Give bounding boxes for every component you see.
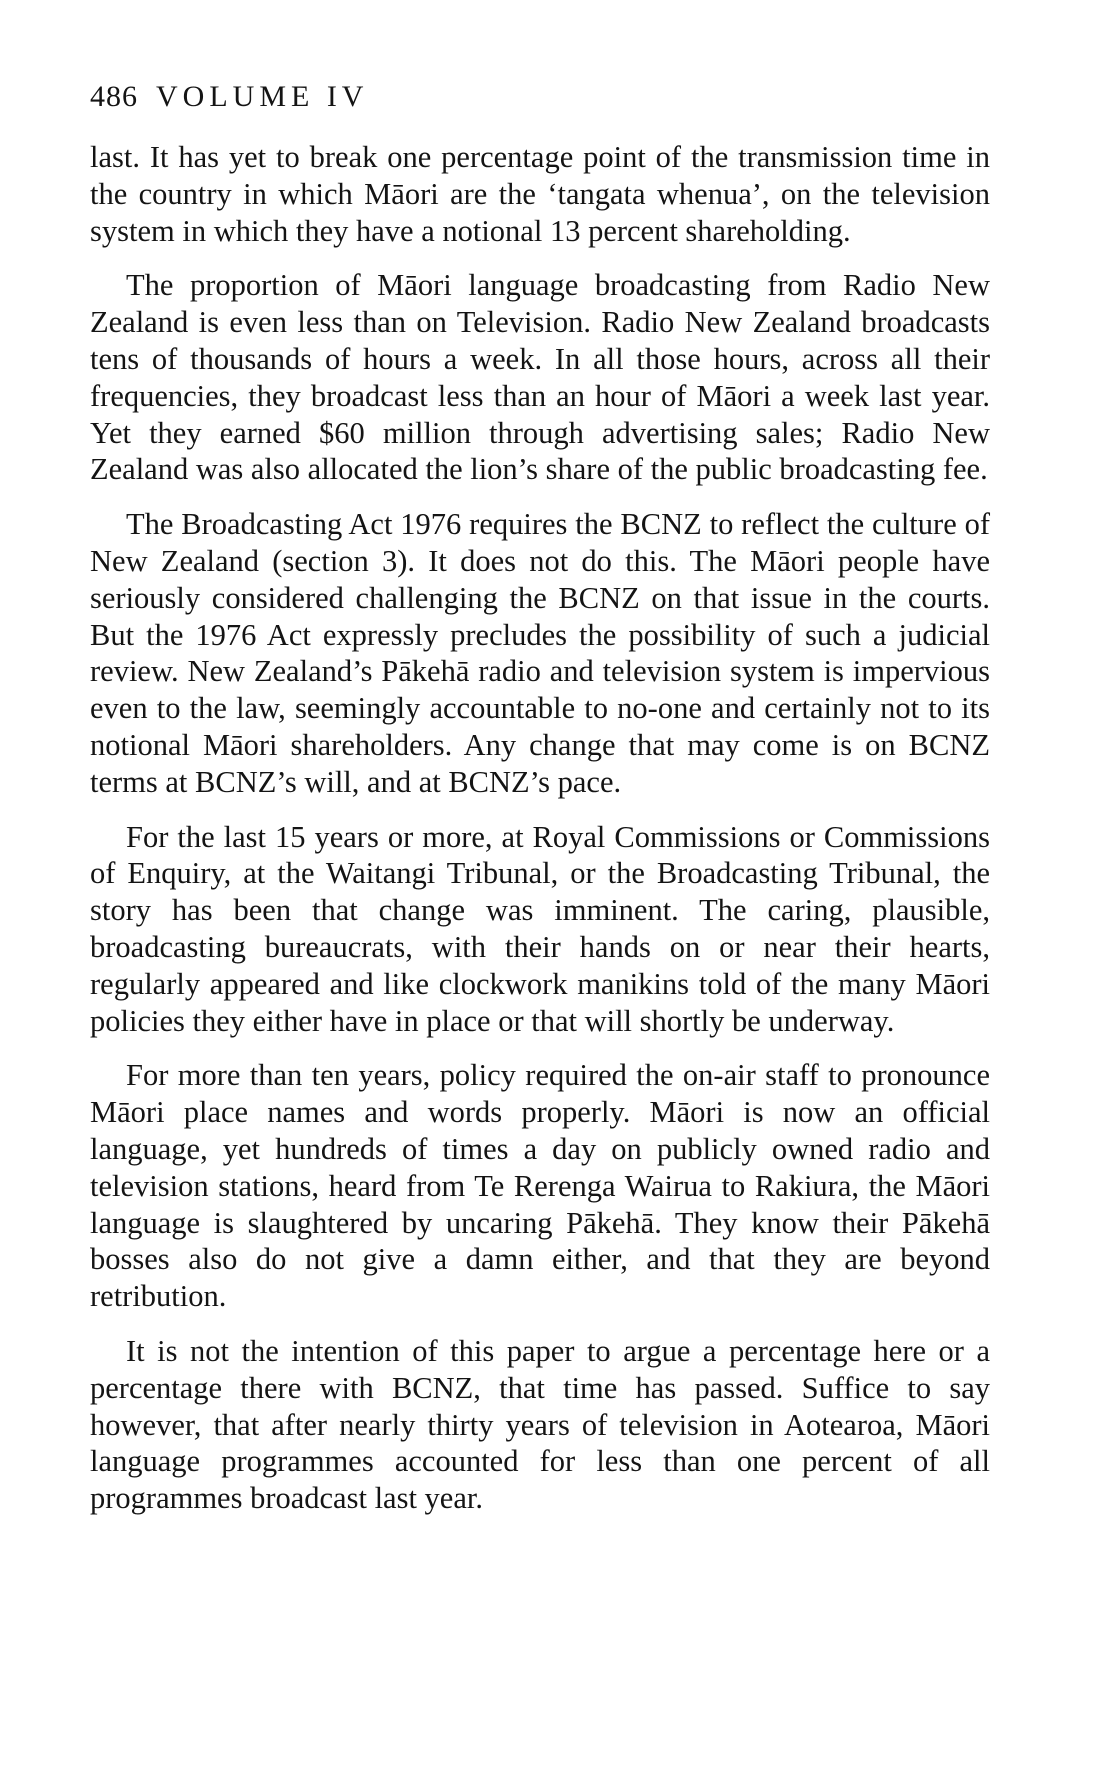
paragraph-conclusion: It is not the intention of this paper to argue a percentage here or a percentage there with BCNZ, that time has passed. Suffice to say however, that after nearly thirty years of television in Aotearoa, Māori language programmes accounted for less than one percent of all programmes broadcast last year. [90,1333,990,1516]
paragraph-radio-new-zealand: The proportion of Māori language broadcasting from Radio New Zealand is even less than on Television. Radio New Zealand broadcasts tens of thousands of hours a week. In all those hours, across all their frequencies, they broadcast less than an hour of Māori a week last year. Yet they earned $60 million through advertising sales; Radio New Zealand was also allocated the lion’s share of the public broadcasting fee. [90,268,990,487]
paragraph-royal-commissions: For the last 15 years or more, at Royal Commissions or Commissions of Enquiry, at the Waitangi Tribunal, or the Broadcasting Tribunal, the story has been that change was imminent. The caring, plausible, broadcasting bureaucrats, with their hands on or near their hearts, regularly appeared and like clockwork manikins told of the many Māori policies they either have in place or that will shortly be underway. [90,819,990,1038]
body-text [90,139,990,1535]
paragraph-pronunciation-policy: For more than ten years, policy required the on-air staff to pronounce Māori place names and words properly. Māori is now an official language, yet hundreds of times a day on publicly owned radio and television stations, heard from Te Rerenga Wairua to Rakiura, the Māori language is slaughtered by uncaring Pākehā. They know their Pākehā bosses also do not give a damn either, and that they are beyond retribution. [90,1058,990,1314]
paragraph-broadcasting-act: The Broadcasting Act 1976 requires the BCNZ to reflect the culture of New Zealand (section 3). It does not do this. The Māori people have seriously considered challenging the BCNZ on that issue in the courts. But the 1976 Act expressly precludes the possibility of such a judicial review. New Zealand’s Pākehā radio and television system is impervious even to the law, seemingly accountable to no-one and certainly not to its notional Māori shareholders. Any change that may come is on BCNZ terms at BCNZ’s will, and at BCNZ’s pace. [90,507,990,799]
volume-label: VOLUME IV [156,80,369,113]
running-head [90,80,368,114]
page-number: 486 [90,80,138,113]
paragraph-continued: last. It has yet to break one percentage point of the transmission time in the country in which Māori are the ‘tangata whenua’, on the television system in which they have a notional 13 percent shareholding. [90,140,990,248]
